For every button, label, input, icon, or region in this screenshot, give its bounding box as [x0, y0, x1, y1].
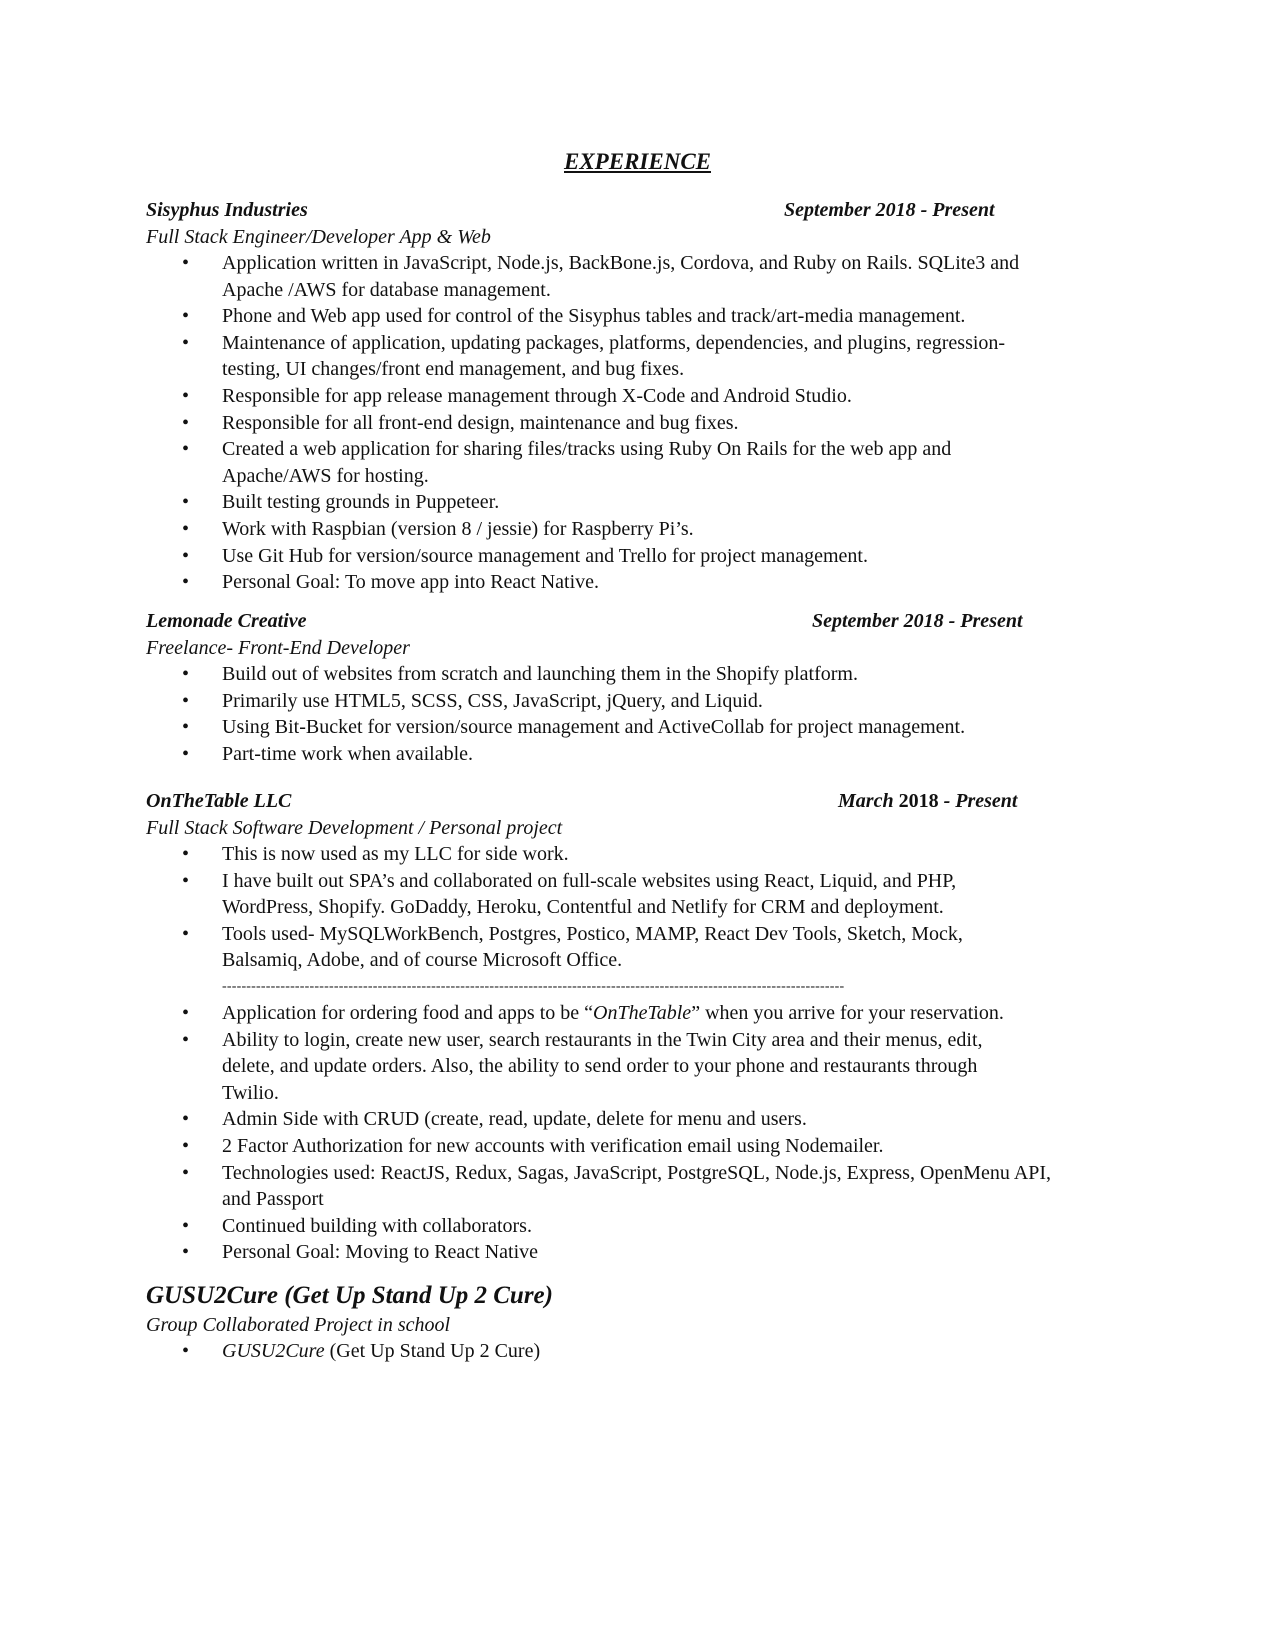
bullet-dot: • [182, 1134, 190, 1157]
list-item [146, 410, 1232, 437]
dates-suffix: - Present [938, 790, 1018, 812]
list-item [146, 661, 1232, 688]
bullet-dot: • [182, 491, 190, 514]
bullet-text: Phone and Web app used for control of the Sisyphus tables and track/art-media management. [222, 305, 966, 328]
job-dates: September 2018 - Present [812, 610, 1023, 632]
bullet-dot: • [182, 305, 190, 328]
bullet-dot: • [182, 663, 190, 685]
job-bullets [146, 841, 1106, 974]
job-dates [838, 787, 1017, 815]
bullet-dot: • [182, 438, 190, 461]
job-bullets [146, 250, 1106, 596]
list-item [146, 330, 1232, 383]
bullet-text: Application written in JavaScript, Node.js, BackBone.js, Cordova, and Ruby on Rails. SQLite3 and Apache /AWS for database management. [222, 252, 1020, 301]
list-item [146, 1000, 1232, 1027]
bullet-dot: • [182, 411, 190, 434]
emphasis-text: OnTheTable [593, 1001, 692, 1024]
separator-line: -------------------------------------------------------------------------------------------------------------------------------- [222, 978, 845, 994]
bullet-dot: • [182, 1028, 190, 1051]
bullet-text: Work with Raspbian (version 8 / jessie) for Raspberry Pi’s. [222, 517, 694, 540]
job-role: Full Stack Engineer/Developer App & Web [146, 226, 491, 248]
project-bullets [146, 1338, 1106, 1365]
bullet-dot: • [182, 252, 190, 274]
company-name: Lemonade Creative [146, 610, 307, 632]
bullet-dot: • [182, 742, 190, 765]
bullet-text [222, 1340, 540, 1362]
bullet-text: I have built out SPA’s and collaborated on full-scale websites using React, Liquid, and PHP, WordPress, Shopify. GoDaddy, Heroku, Contentful and Netlify for CRM and deployment. [222, 869, 957, 919]
bullet-dot: • [182, 869, 190, 892]
company-name: Sisyphus Industries [146, 199, 308, 221]
bullet-text: Maintenance of application, updating packages, platforms, dependencies, and plugins, regression-testing, UI changes/front end management, and bug fixes. [222, 331, 1006, 381]
text-part: ” when you arrive for your reservation. [691, 1001, 1004, 1024]
project-title: GUSU2Cure (Get Up Stand Up 2 Cure) [146, 1282, 553, 1309]
bullet-dot: • [182, 384, 190, 407]
list-item [146, 921, 1232, 974]
list-item [146, 714, 1232, 741]
job-header [146, 196, 1106, 224]
bullet-text: Personal Goal: To move app into React Native. [222, 571, 600, 594]
job-entry-lemonade [146, 607, 1106, 767]
bullet-dot: • [182, 1161, 190, 1184]
company-name: OnTheTable LLC [146, 790, 292, 812]
bullet-text: Tools used- MySQLWorkBench, Postgres, Postico, MAMP, React Dev Tools, Sketch, Mock, Balsamiq, Adobe, and of course Microsoft Office. [222, 922, 963, 972]
bullet-dot: • [182, 517, 190, 540]
bullet-dot: • [182, 716, 190, 739]
list-item [146, 383, 1232, 410]
list-item [146, 1106, 1232, 1133]
bullet-text: 2 Factor Authorization for new accounts with verification email using Nodemailer. [222, 1134, 884, 1157]
list-item [146, 543, 1232, 570]
bullet-dot: • [182, 843, 190, 865]
list-item [146, 436, 1232, 489]
project-entry-gusu2cure [146, 1280, 1106, 1365]
job-bullets-continued [146, 1000, 1106, 1266]
bullet-text: Admin Side with CRUD (create, read, update, delete for menu and users. [222, 1108, 807, 1131]
bullet-text [222, 1002, 1004, 1024]
bullet-text: Built testing grounds in Puppeteer. [222, 491, 500, 514]
bullet-dot: • [182, 544, 190, 567]
job-header [146, 787, 1106, 815]
bullet-text: Use Git Hub for version/source management and Trello for project management. [222, 544, 868, 567]
list-item [146, 1133, 1232, 1160]
bullet-text: Responsible for all front-end design, maintenance and bug fixes. [222, 411, 739, 434]
bullet-text: Build out of websites from scratch and launching them in the Shopify platform. [222, 663, 858, 685]
bullet-dot: • [182, 571, 190, 594]
job-bullets [146, 661, 1106, 767]
bullet-dot: • [182, 1108, 190, 1131]
bullet-dot: • [182, 331, 190, 354]
bullet-dot: • [182, 689, 190, 712]
list-item [146, 489, 1232, 516]
bullet-text: Using Bit-Bucket for version/source management and ActiveCollab for project management. [222, 716, 966, 739]
job-role: Full Stack Software Development / Personal project [146, 817, 563, 839]
list-item [146, 688, 1232, 715]
list-item [146, 1338, 1232, 1365]
list-item [146, 1027, 1232, 1107]
bullet-text: Responsible for app release management through X-Code and Android Studio. [222, 384, 852, 407]
job-role: Freelance- Front-End Developer [146, 637, 410, 659]
bullet-text: This is now used as my LLC for side work. [222, 843, 569, 865]
job-dates: September 2018 - Present [784, 199, 995, 221]
bullet-dot: • [182, 1340, 190, 1362]
job-entry-onthetable [146, 787, 1106, 1266]
list-item [146, 516, 1232, 543]
bullet-dot: • [182, 1241, 190, 1264]
list-item [146, 741, 1232, 768]
dates-year: 2018 [898, 790, 939, 812]
bullet-text: Ability to login, create new user, search restaurants in the Twin City area and their menus, edit, delete, and update orders. Also, the ability to send order to your phone and restaurants through Twilio. [222, 1028, 983, 1104]
list-item [146, 569, 1232, 596]
section-title: EXPERIENCE [564, 149, 711, 174]
project-subtitle: Group Collaborated Project in school [146, 1314, 451, 1336]
list-item [146, 1160, 1232, 1213]
bullet-text: Created a web application for sharing files/tracks using Ruby On Rails for the web app and Apache/AWS for hosting. [222, 438, 952, 487]
list-item [146, 1239, 1232, 1266]
job-header [146, 607, 1106, 635]
emphasis-text: GUSU2Cure [222, 1340, 325, 1362]
list-item [146, 250, 1232, 303]
bullet-dot: • [182, 922, 190, 945]
bullet-dot: • [182, 1001, 190, 1024]
list-item [146, 868, 1232, 921]
list-item [146, 303, 1232, 330]
list-item [146, 841, 1232, 868]
bullet-text: Continued building with collaborators. [222, 1214, 532, 1237]
text-part: (Get Up Stand Up 2 Cure) [324, 1340, 541, 1362]
bullet-text: Personal Goal: Moving to React Native [222, 1241, 539, 1264]
job-entry-sisyphus [146, 196, 1106, 596]
bullet-text: Primarily use HTML5, SCSS, CSS, JavaScript, jQuery, and Liquid. [222, 689, 763, 712]
text-part: Application for ordering food and apps to be “ [222, 1001, 594, 1024]
bullet-dot: • [182, 1214, 190, 1237]
dates-prefix: March [838, 790, 899, 812]
list-item [146, 1213, 1232, 1240]
bullet-text: Part-time work when available. [222, 742, 474, 765]
bullet-text: Technologies used: ReactJS, Redux, Sagas, JavaScript, PostgreSQL, Node.js, Express, OpenMenu API, and Passport [222, 1161, 1052, 1211]
